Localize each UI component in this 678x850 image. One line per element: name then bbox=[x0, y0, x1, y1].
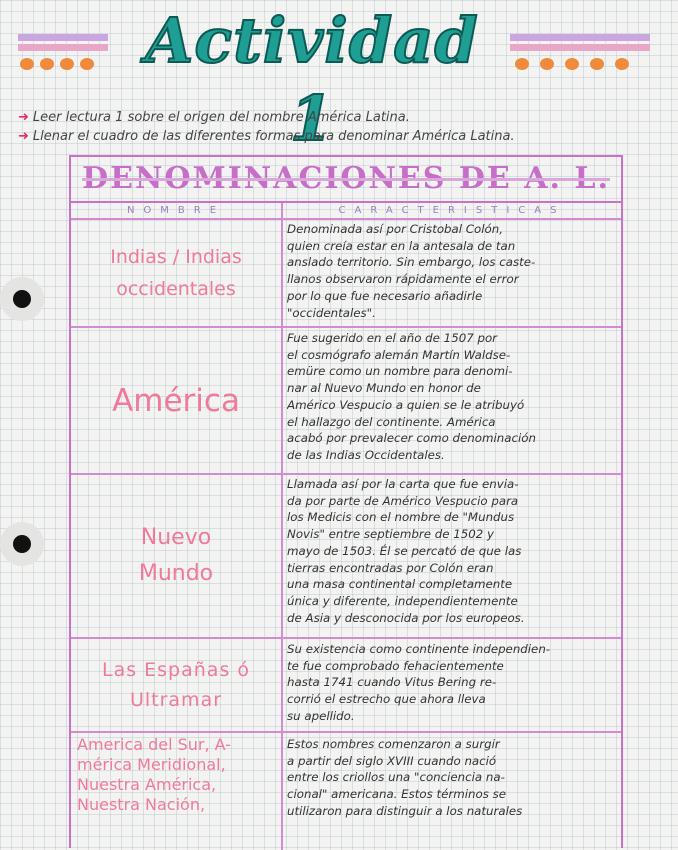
name-line: occidentales bbox=[116, 278, 236, 300]
desc-line: acabó por prevalecer como denominación bbox=[287, 431, 536, 446]
arrow-icon: ➜ bbox=[18, 110, 29, 125]
desc-line: Su existencia como continente independien- bbox=[287, 642, 551, 656]
desc-line: por lo que fue necesario añadirle bbox=[287, 288, 483, 303]
desc-line: Llamada así por la carta que fue envia- bbox=[287, 477, 519, 491]
binder-hole bbox=[0, 277, 44, 321]
desc-line: utilizaron para distinguir a los naturales bbox=[287, 803, 523, 818]
column-header-characteristics: CARACTERISTICAS bbox=[338, 205, 566, 216]
desc-line: tierras encontradas por Colón eran bbox=[287, 560, 494, 575]
table-row-description bbox=[287, 476, 619, 636]
desc-line: Denominada así por Cristobal Colón, bbox=[287, 222, 503, 236]
desc-line: entre los criollos una "conciencia na- bbox=[287, 770, 505, 785]
binder-hole bbox=[0, 522, 44, 566]
desc-line: a partir del siglo XVIII cuando nació bbox=[287, 753, 497, 768]
desc-line: anslado territorio. Sin embargo, los caste- bbox=[287, 255, 536, 270]
desc-line: da por parte de Américo Vespucio para bbox=[287, 493, 519, 508]
desc-line: hasta 1741 cuando Vitus Bering re- bbox=[287, 675, 497, 690]
name-line: America del Sur, A- bbox=[77, 735, 232, 754]
row-divider bbox=[71, 731, 621, 733]
table-row-name bbox=[71, 639, 281, 731]
desc-line: única y diferente, independientemente bbox=[287, 593, 518, 608]
desc-line: Américo Vespucio a quien se le atribuyó bbox=[287, 397, 525, 412]
table-row-name bbox=[71, 328, 281, 473]
column-header-name: NOMBRE bbox=[126, 205, 226, 216]
desc-line: cional" americana. Estos términos se bbox=[287, 787, 507, 802]
desc-line: de Asia y desconocida por los europeos. bbox=[287, 610, 525, 625]
instruction-1 bbox=[18, 110, 410, 125]
name-line: Nuestra América, bbox=[77, 775, 217, 794]
desc-line: Fue sugerido en el año de 1507 por bbox=[287, 331, 498, 345]
table-title: DENOMINACIONES DE A. L. bbox=[71, 157, 621, 203]
desc-line: una masa continental completamente bbox=[287, 577, 513, 592]
desc-line: Novis" entre septiembre de 1502 y bbox=[287, 527, 494, 542]
table-row-description bbox=[287, 221, 619, 325]
table-row-name bbox=[71, 220, 281, 326]
desc-line: corrió el estrecho que ahora lleva bbox=[287, 692, 486, 707]
desc-line: "occidentales". bbox=[287, 305, 376, 320]
desc-line: mayo de 1503. Él se percató de que las bbox=[287, 543, 522, 558]
name-line: Indias / Indias bbox=[110, 246, 242, 268]
name-line: Las Españas ó bbox=[101, 659, 251, 681]
desc-line: quien creía estar en la antesala de tan bbox=[287, 238, 516, 253]
table-row-description bbox=[287, 641, 619, 729]
desc-line: de las Indias Occidentales. bbox=[287, 447, 445, 462]
desc-line: el cosmógrafo alemán Martín Waldse- bbox=[287, 347, 511, 362]
name-line: Ultramar bbox=[129, 689, 223, 711]
name-line: América bbox=[112, 382, 240, 419]
name-line: mérica Meridional, bbox=[77, 755, 226, 774]
desc-line: nar al Nuevo Mundo en honor de bbox=[287, 381, 481, 396]
denominations-table bbox=[69, 155, 623, 848]
arrow-icon: ➜ bbox=[18, 129, 29, 144]
table-row-description bbox=[287, 330, 619, 472]
instruction-2 bbox=[18, 129, 515, 144]
desc-line: emüre como un nombre para denomi- bbox=[287, 364, 513, 379]
table-row-name bbox=[71, 475, 281, 637]
name-line: Mundo bbox=[138, 561, 214, 586]
instruction-text: Llenar el cuadro de las diferentes formas para denominar América Latina. bbox=[32, 129, 515, 144]
desc-line: te fue comprobado fehacientemente bbox=[287, 658, 504, 673]
table-row-description bbox=[287, 736, 619, 846]
name-line: Nuestra Nación, bbox=[77, 795, 206, 814]
name-line: Nuevo bbox=[140, 525, 212, 550]
desc-line: llanos observaron rápidamente el error bbox=[287, 272, 519, 287]
table-row-name bbox=[71, 735, 281, 835]
desc-line: su apellido. bbox=[287, 708, 355, 723]
instruction-text: Leer lectura 1 sobre el origen del nombre América Latina. bbox=[32, 110, 410, 125]
column-divider bbox=[281, 203, 283, 850]
page-title: Actividad 1 bbox=[145, 4, 479, 155]
desc-line: el hallazgo del continente. América bbox=[287, 414, 496, 429]
desc-line: Estos nombres comenzaron a surgir bbox=[287, 737, 500, 751]
desc-line: los Medicis con el nombre de "Mundus bbox=[287, 510, 515, 525]
